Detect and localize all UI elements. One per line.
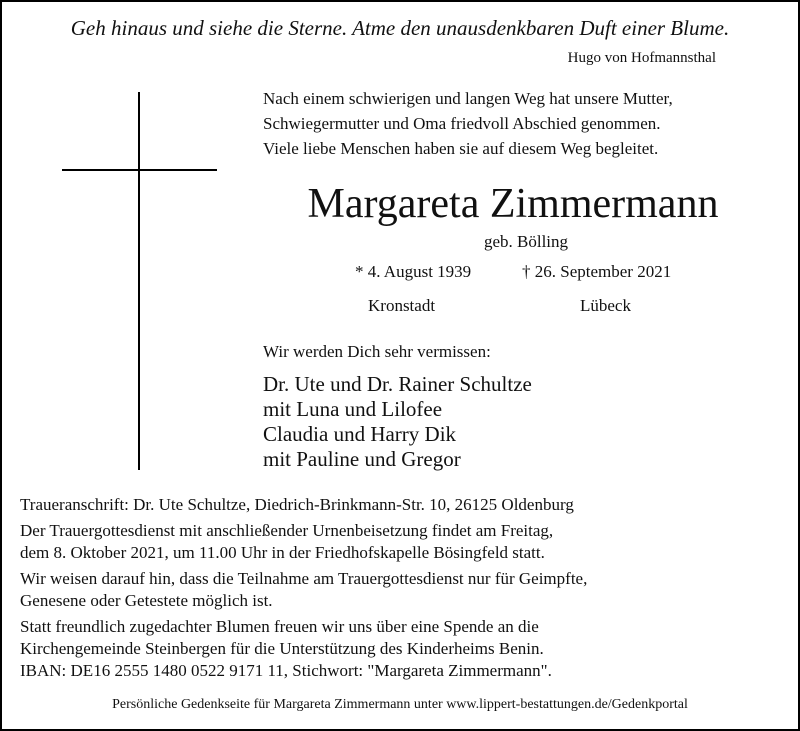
notice-paragraph xyxy=(20,568,587,612)
birth-place: Kronstadt xyxy=(368,296,436,315)
birth-date: * 4. August 1939 xyxy=(355,262,472,281)
mourner-line: mit Luna und Lilofee xyxy=(263,397,443,421)
intro-text xyxy=(263,86,673,161)
service-line: Der Trauergottesdienst mit anschließender Urnenbeisetzung findet am Freitag, xyxy=(20,521,554,540)
details-block xyxy=(20,494,587,682)
mourner-line: mit Pauline und Gregor xyxy=(263,447,461,471)
death-date: † 26. September 2021 xyxy=(522,262,672,281)
donation-line: IBAN: DE16 2555 1480 0522 9171 11, Stichwort: "Margareta Zimmermann". xyxy=(20,661,552,680)
address-line: Traueranschrift: Dr. Ute Schultze, Diedrich-Brinkmann-Str. 10, 26125 Oldenburg xyxy=(20,495,574,514)
donation-line: Kirchengemeinde Steinbergen für die Unterstützung des Kinderheims Benin. xyxy=(20,639,544,658)
deceased-name: Margareta Zimmermann xyxy=(307,181,719,227)
cross-icon-horizontal xyxy=(62,169,217,171)
donation-paragraph xyxy=(20,616,587,682)
mourner-line: Dr. Ute und Dr. Rainer Schultze xyxy=(263,372,532,396)
maiden-name: geb. Bölling xyxy=(483,232,569,251)
intro-line: Nach einem schwierigen und langen Weg hat unsere Mutter, xyxy=(263,89,673,108)
quote-text: Geh hinaus und siehe die Sterne. Atme den unausdenkbaren Duft einer Blume. xyxy=(70,16,730,40)
notice-line: Wir weisen darauf hin, dass die Teilnahme am Trauergottesdienst nur für Geimpfte, xyxy=(20,569,588,588)
service-line: dem 8. Oktober 2021, um 11.00 Uhr in der Friedhofskapelle Bösingfeld statt. xyxy=(20,543,545,562)
intro-line: Schwiegermutter und Oma friedvoll Abschied genommen. xyxy=(263,114,661,133)
memorial-page-note: Persönliche Gedenkseite für Margareta Zimmermann unter www.lippert-bestattungen.de/Gedenkportal xyxy=(112,697,688,712)
notice-line: Genesene oder Getestete möglich ist. xyxy=(20,591,273,610)
service-paragraph xyxy=(20,520,587,564)
mourner-line: Claudia und Harry Dik xyxy=(263,422,457,446)
death-place: Lübeck xyxy=(580,296,631,315)
donation-line: Statt freundlich zugedachter Blumen freuen wir uns über eine Spende an die xyxy=(20,617,539,636)
intro-line: Viele liebe Menschen haben sie auf diesem Weg begleitet. xyxy=(263,139,659,158)
quote-author: Hugo von Hofmannsthal xyxy=(567,50,716,66)
mourners-heading: Wir werden Dich sehr vermissen: xyxy=(263,342,491,361)
mourners-list xyxy=(263,372,532,472)
cross-icon-vertical xyxy=(138,92,140,470)
address-paragraph xyxy=(20,494,587,516)
